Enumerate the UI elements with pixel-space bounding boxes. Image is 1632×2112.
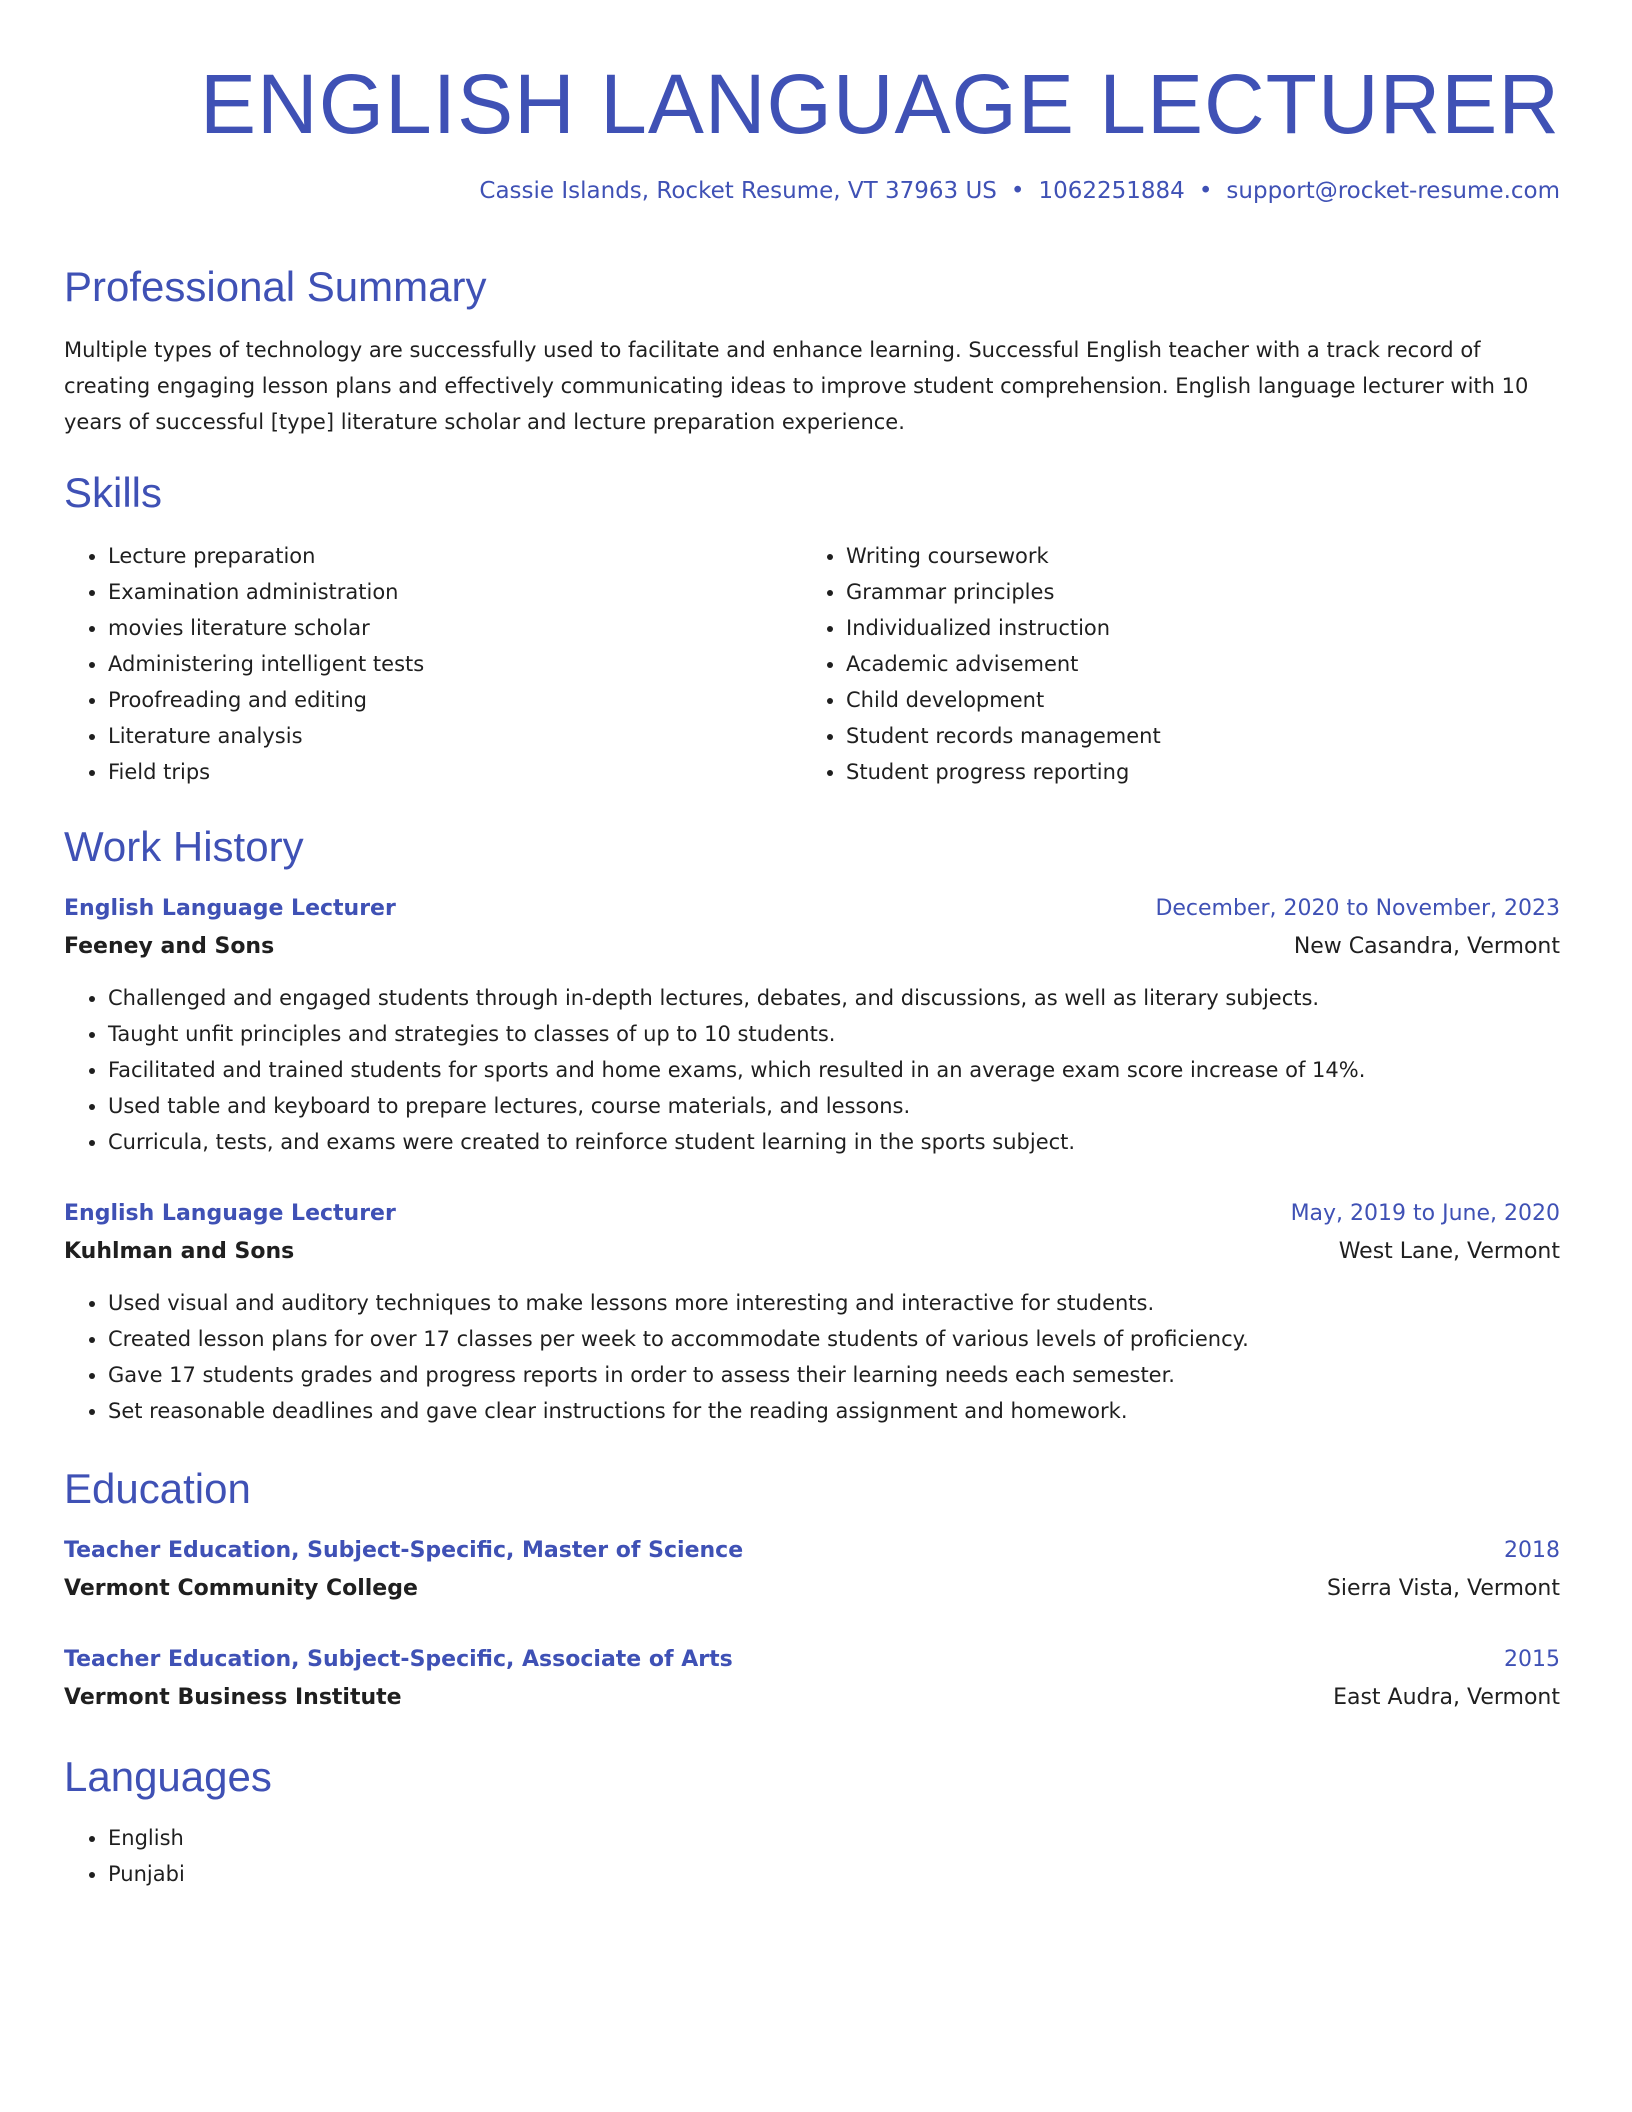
skill-item: • Child development: [846, 682, 1540, 718]
skill-item: • Lecture preparation: [108, 538, 802, 574]
skill-item: • Literature analysis: [108, 718, 802, 754]
skills-list: [64, 538, 1560, 790]
education-header: [64, 1532, 1560, 1570]
job-bullet: • Facilitated and trained students for sports and home exams, which resulted in an average exam score increase of 14%.: [108, 1052, 1560, 1088]
education-school: Vermont Community College: [64, 1576, 418, 1601]
contact-address: Cassie Islands, Rocket Resume, VT 37963 US: [479, 178, 997, 204]
languages-list: [64, 1820, 185, 1892]
contact-phone: 1062251884: [1038, 178, 1185, 204]
education-year: 2015: [1504, 1647, 1560, 1672]
education-heading: Education: [64, 1465, 251, 1512]
job-bullets: [64, 980, 1560, 1160]
skills-column-left: [64, 538, 802, 790]
skills-column-right: [802, 538, 1540, 790]
education-entry: [64, 1532, 1560, 1608]
skill-item: • Student progress reporting: [846, 754, 1540, 790]
job-entry: [64, 1195, 1560, 1429]
job-bullet: • Taught unfit principles and strategies to classes of up to 10 students.: [108, 1016, 1560, 1052]
job-bullet: • Challenged and engaged students through in-depth lectures, debates, and discussions, as well as literary subjects.: [108, 980, 1560, 1016]
job-location: New Casandra, Vermont: [1293, 934, 1560, 959]
job-company: Feeney and Sons: [64, 934, 275, 959]
job-dates: December, 2020 to November, 2023: [1155, 896, 1560, 921]
job-header: [64, 890, 1560, 928]
education-location: Sierra Vista, Vermont: [1326, 1576, 1560, 1601]
job-dates: May, 2019 to June, 2020: [1290, 1201, 1560, 1226]
job-bullet: • Curricula, tests, and exams were created to reinforce student learning in the sports subject.: [108, 1124, 1560, 1160]
language-item: • English: [108, 1820, 185, 1856]
job-bullet: • Used table and keyboard to prepare lectures, course materials, and lessons.: [108, 1088, 1560, 1124]
contact-separator: •: [1198, 178, 1213, 204]
skill-item: • Grammar principles: [846, 574, 1540, 610]
summary-heading: Professional Summary: [64, 263, 487, 310]
contact-separator: •: [1010, 178, 1025, 204]
skill-item: • Student records management: [846, 718, 1540, 754]
languages-heading: Languages: [64, 1753, 272, 1800]
skill-item: • Field trips: [108, 754, 802, 790]
education-subheader: [64, 1570, 1560, 1608]
job-subheader: [64, 928, 1560, 966]
education-location: East Audra, Vermont: [1333, 1685, 1560, 1710]
contact-line: [64, 176, 1560, 206]
education-degree: Teacher Education, Subject-Specific, Master of Science: [64, 1538, 744, 1563]
job-bullet: • Created lesson plans for over 17 classes per week to accommodate students of various levels of proficiency.: [108, 1321, 1560, 1357]
language-item: • Punjabi: [108, 1856, 185, 1892]
job-bullets: [64, 1285, 1560, 1429]
skills-heading: Skills: [64, 469, 163, 516]
skill-item: • Examination administration: [108, 574, 802, 610]
skill-item: • Individualized instruction: [846, 610, 1540, 646]
skill-item: • Writing coursework: [846, 538, 1540, 574]
education-school: Vermont Business Institute: [64, 1685, 402, 1710]
job-location: West Lane, Vermont: [1338, 1239, 1560, 1264]
summary-text: Multiple types of technology are successfully used to facilitate and enhance learning. Successful English teacher with a track record of creating engaging lesson plans and effectively communicating ideas to improve student comprehension. English language lecturer with 10 years of successful [type] literature scholar and lecture preparation experience.: [64, 338, 1529, 434]
education-year: 2018: [1504, 1538, 1560, 1563]
skill-item: • movies literature scholar: [108, 610, 802, 646]
education-entry: [64, 1641, 1560, 1717]
skill-item: • Proofreading and editing: [108, 682, 802, 718]
resume-page: [64, 0, 1560, 1886]
job-bullet: • Used visual and auditory techniques to make lessons more interesting and interactive for students.: [108, 1285, 1560, 1321]
work-history-heading: Work History: [64, 823, 304, 870]
job-role: English Language Lecturer: [64, 1201, 396, 1226]
job-bullet: • Set reasonable deadlines and gave clear instructions for the reading assignment and homework.: [108, 1393, 1560, 1429]
contact-email: support@rocket-resume.com: [1226, 178, 1560, 204]
job-header: [64, 1195, 1560, 1233]
education-degree: Teacher Education, Subject-Specific, Associate of Arts: [64, 1647, 733, 1672]
job-company: Kuhlman and Sons: [64, 1239, 295, 1264]
job-role: English Language Lecturer: [64, 896, 396, 921]
job-bullet: • Gave 17 students grades and progress reports in order to assess their learning needs each semester.: [108, 1357, 1560, 1393]
education-subheader: [64, 1679, 1560, 1717]
education-header: [64, 1641, 1560, 1679]
resume-title: ENGLISH LANGUAGE LECTURER: [200, 57, 1560, 151]
skill-item: • Administering intelligent tests: [108, 646, 802, 682]
job-entry: [64, 890, 1560, 1160]
job-subheader: [64, 1233, 1560, 1271]
skill-item: • Academic advisement: [846, 646, 1540, 682]
